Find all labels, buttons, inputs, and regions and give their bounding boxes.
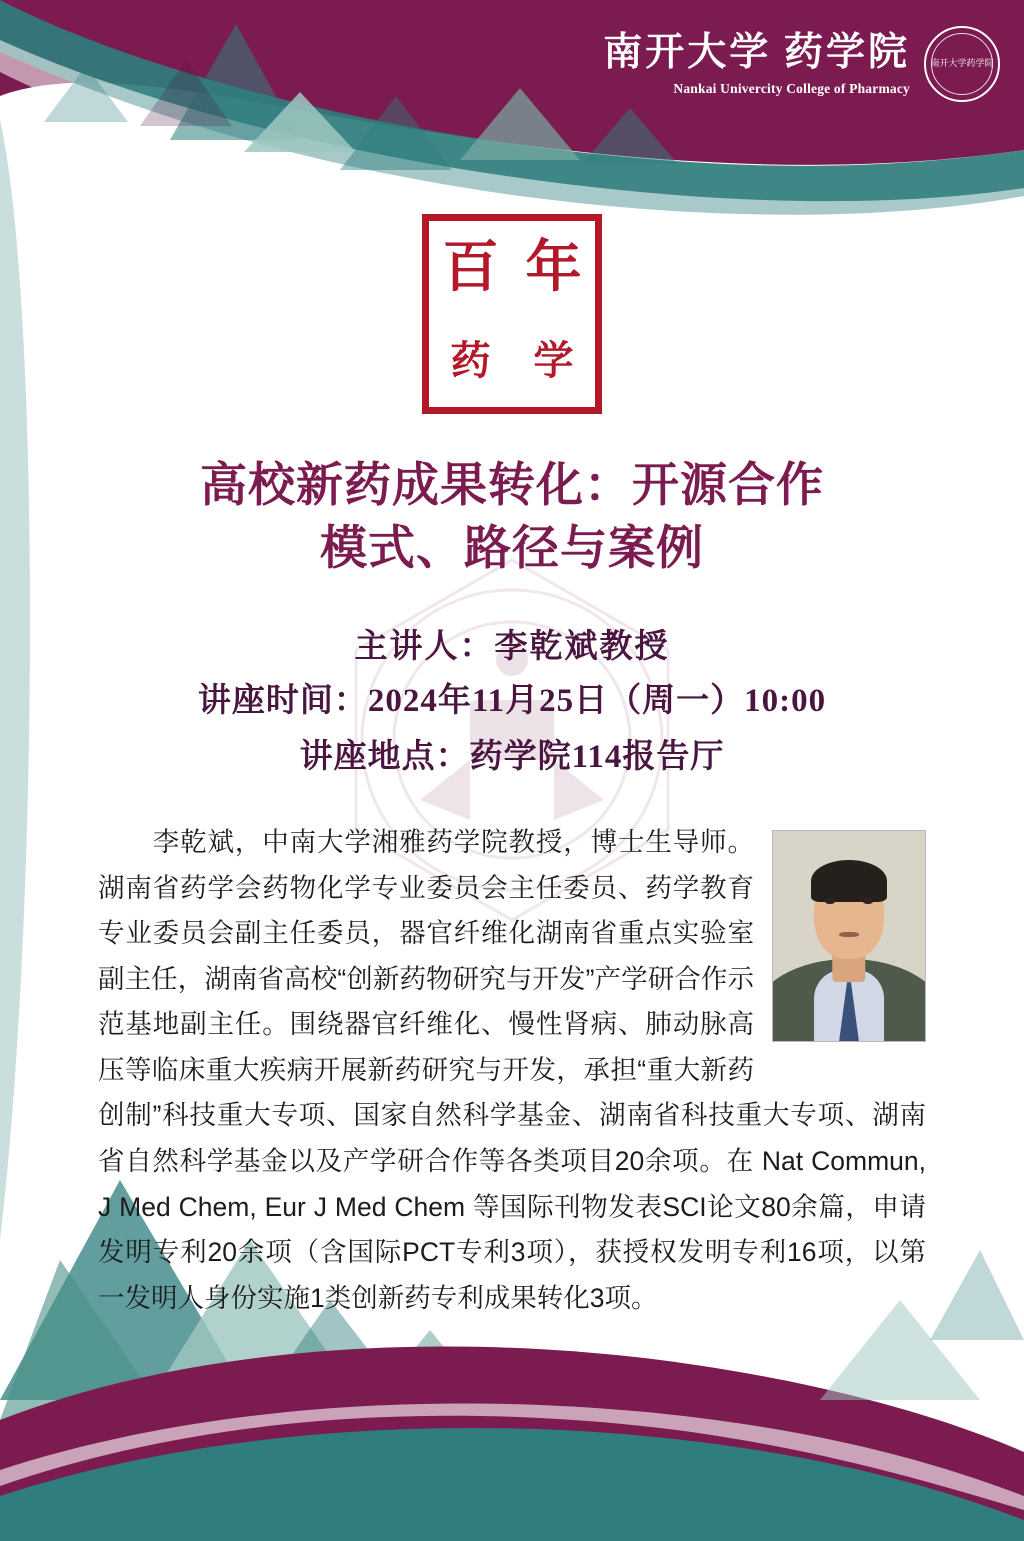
brand-name-cn: 南开大学 药学院	[603, 31, 910, 75]
title-line-2: 模式、路径与案例	[320, 522, 704, 575]
portrait-hair	[811, 860, 887, 902]
speaker-portrait	[772, 830, 926, 1042]
lecture-details	[0, 622, 1024, 785]
brand-header	[603, 26, 1000, 102]
speaker-biography	[98, 820, 926, 1321]
seal-char-2: 年	[525, 236, 582, 299]
university-emblem-label: 南开大学药学院	[930, 58, 994, 69]
place-line: 讲座地点：药学院114报告厅	[299, 739, 725, 776]
seal-char-4: 学	[533, 337, 574, 383]
seal-char-1: 百	[442, 236, 499, 299]
university-emblem-icon	[924, 26, 1000, 102]
title-line-1: 高校新药成果转化：开源合作	[200, 460, 824, 512]
speaker-line: 主讲人：李乾斌教授	[354, 629, 670, 665]
lecture-series-seal-chars	[429, 221, 595, 407]
biography-text: 李乾斌，中南大学湘雅药学院教授，博士生导师。湖南省药学会药物化学专业委员会主任委员、药学教育专业委员会副主任委员，器官纤维化湖南省重点实验室副主任，湖南省高校“创新药物研究与开发”产学研合作示范基地副主任。围绕器官纤维化、慢性肾病、肺动脉高压等临床重大疾病开展新药研究与开发，承担“重大新药创制”科技重大专项、国家自然科学基金、湖南省科技重大专项、湖南省自然科学基金以及产学研合作等各类项目20余项。在 Nat Commun, J Med Chem, Eur J Med Chem 等国际刊物发表SCI论文80余篇，申请发明专利20余项（含国际PCT专利3项），获授权发明专利16项，以第一发明人身份实施1类创新药专利成果转化3项。	[98, 827, 926, 1313]
time-line: 讲座时间：2024年11月25日（周一）10:00	[197, 683, 827, 720]
seal-char-3: 药	[450, 337, 491, 383]
lecture-series-seal-icon	[422, 214, 602, 414]
portrait-mouth	[839, 932, 859, 937]
brand-text-block	[603, 31, 910, 97]
brand-name-en: Nankai Univercity College of Pharmacy	[673, 80, 910, 96]
page-title	[0, 455, 1024, 580]
